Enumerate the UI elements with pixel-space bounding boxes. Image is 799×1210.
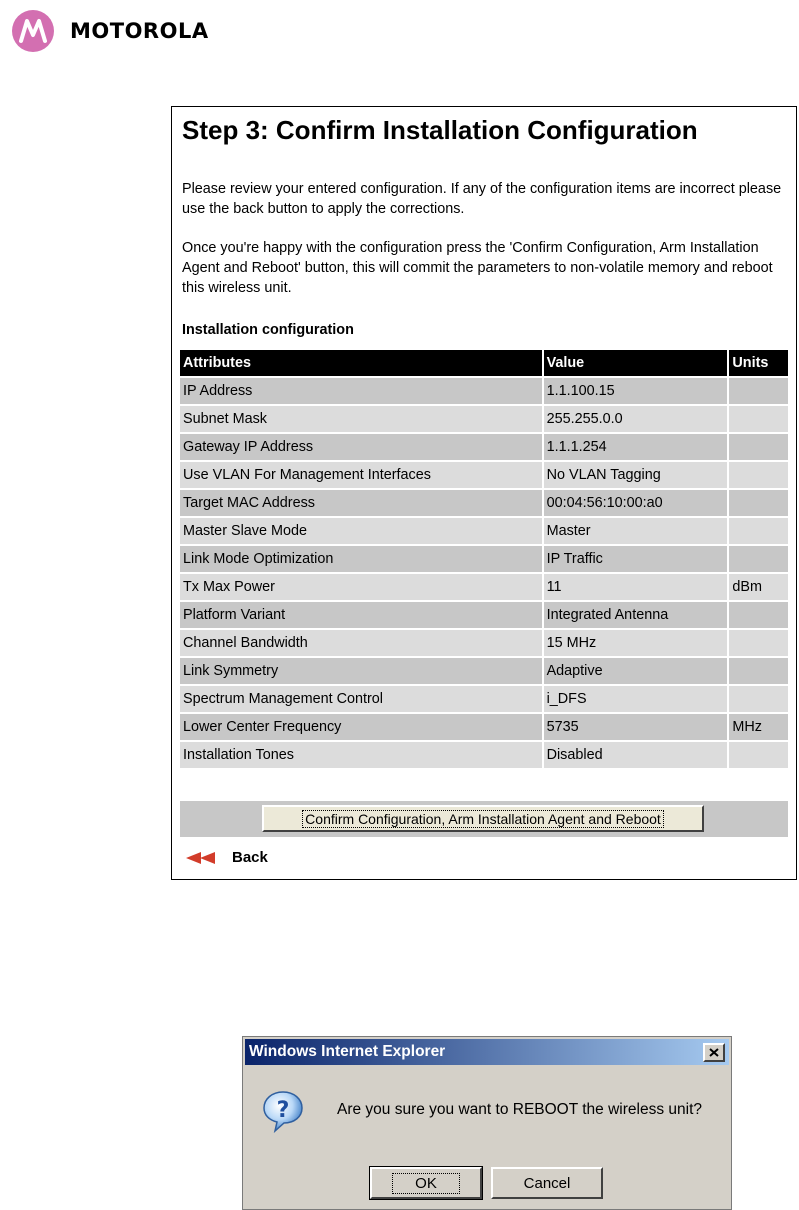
table-row: [180, 378, 788, 404]
back-label: Back: [232, 849, 268, 866]
unit-cell: [729, 658, 788, 684]
dialog-title: Windows Internet Explorer: [249, 1043, 446, 1060]
table-row: [180, 630, 788, 656]
unit-cell: [729, 490, 788, 516]
brand-name: MOTOROLA: [70, 19, 209, 43]
attribute-cell: Subnet Mask: [180, 406, 542, 432]
unit-cell: [729, 630, 788, 656]
value-cell: 11: [544, 574, 728, 600]
value-cell: 1.1.1.254: [544, 434, 728, 460]
attribute-cell: Link Mode Optimization: [180, 546, 542, 572]
column-header-units: Units: [729, 350, 788, 376]
column-header-attributes: Attributes: [180, 350, 542, 376]
value-cell: 1.1.100.15: [544, 378, 728, 404]
unit-cell: [729, 546, 788, 572]
value-cell: 5735: [544, 714, 728, 740]
reboot-confirm-dialog: [242, 1036, 732, 1210]
motorola-logo-icon: [12, 10, 54, 52]
value-cell: Disabled: [544, 742, 728, 768]
unit-cell: [729, 602, 788, 628]
value-cell: IP Traffic: [544, 546, 728, 572]
svg-text:?: ?: [276, 1098, 290, 1123]
close-icon: [709, 1048, 719, 1057]
dialog-titlebar: [245, 1039, 729, 1065]
dialog-message: Are you sure you want to REBOOT the wireless unit?: [337, 1101, 702, 1118]
back-link[interactable]: [186, 849, 268, 866]
table-row: [180, 658, 788, 684]
table-row: [180, 490, 788, 516]
table-header-row: [180, 350, 788, 376]
table-row: [180, 406, 788, 432]
value-cell: Master: [544, 518, 728, 544]
confirm-reboot-button[interactable]: [262, 805, 704, 832]
unit-cell: [729, 686, 788, 712]
attribute-cell: Tx Max Power: [180, 574, 542, 600]
attribute-cell: Spectrum Management Control: [180, 686, 542, 712]
confirm-reboot-button-label: Confirm Configuration, Arm Installation Agent and Reboot: [305, 810, 661, 827]
value-cell: No VLAN Tagging: [544, 462, 728, 488]
column-header-value: Value: [544, 350, 728, 376]
table-row: [180, 714, 788, 740]
unit-cell: [729, 462, 788, 488]
ok-button[interactable]: [370, 1167, 482, 1199]
review-instructions: Please review your entered configuration. If any of the configuration items are incorrect please use the back button to apply the corrections.: [182, 181, 782, 217]
value-cell: 15 MHz: [544, 630, 728, 656]
value-cell: Adaptive: [544, 658, 728, 684]
section-title: Installation configuration: [182, 322, 354, 338]
unit-cell: MHz: [729, 714, 788, 740]
attribute-cell: Use VLAN For Management Interfaces: [180, 462, 542, 488]
attribute-cell: Installation Tones: [180, 742, 542, 768]
table-row: [180, 574, 788, 600]
cancel-button[interactable]: Cancel: [491, 1167, 603, 1199]
motorola-header: [12, 10, 209, 52]
value-cell: i_DFS: [544, 686, 728, 712]
table-row: [180, 686, 788, 712]
ok-button-label: OK: [393, 1174, 459, 1193]
unit-cell: [729, 406, 788, 432]
table-row: [180, 518, 788, 544]
confirm-instructions: Once you're happy with the configuration press the 'Confirm Configuration, Arm Installation Agent and Reboot' button, this will commit the parameters to non-volatile memory and reboot this wireless unit.: [182, 240, 773, 296]
attribute-cell: IP Address: [180, 378, 542, 404]
value-cell: Integrated Antenna: [544, 602, 728, 628]
table-row: [180, 602, 788, 628]
attribute-cell: Link Symmetry: [180, 658, 542, 684]
double-left-arrow-icon: [186, 851, 220, 865]
table-row: [180, 742, 788, 768]
unit-cell: [729, 742, 788, 768]
installation-config-table: [178, 348, 790, 770]
unit-cell: [729, 378, 788, 404]
attribute-cell: Channel Bandwidth: [180, 630, 542, 656]
dialog-close-button[interactable]: [703, 1043, 725, 1062]
page-title: Step 3: Confirm Installation Configuration: [182, 115, 698, 145]
value-cell: 00:04:56:10:00:a0: [544, 490, 728, 516]
table-row: [180, 434, 788, 460]
table-row: [180, 546, 788, 572]
value-cell: 255.255.0.0: [544, 406, 728, 432]
attribute-cell: Platform Variant: [180, 602, 542, 628]
attribute-cell: Gateway IP Address: [180, 434, 542, 460]
confirm-button-bar: [180, 801, 788, 837]
attribute-cell: Master Slave Mode: [180, 518, 542, 544]
unit-cell: [729, 518, 788, 544]
attribute-cell: Target MAC Address: [180, 490, 542, 516]
question-icon: [261, 1089, 305, 1133]
table-row: [180, 462, 788, 488]
unit-cell: dBm: [729, 574, 788, 600]
unit-cell: [729, 434, 788, 460]
attribute-cell: Lower Center Frequency: [180, 714, 542, 740]
config-panel: [171, 106, 797, 880]
